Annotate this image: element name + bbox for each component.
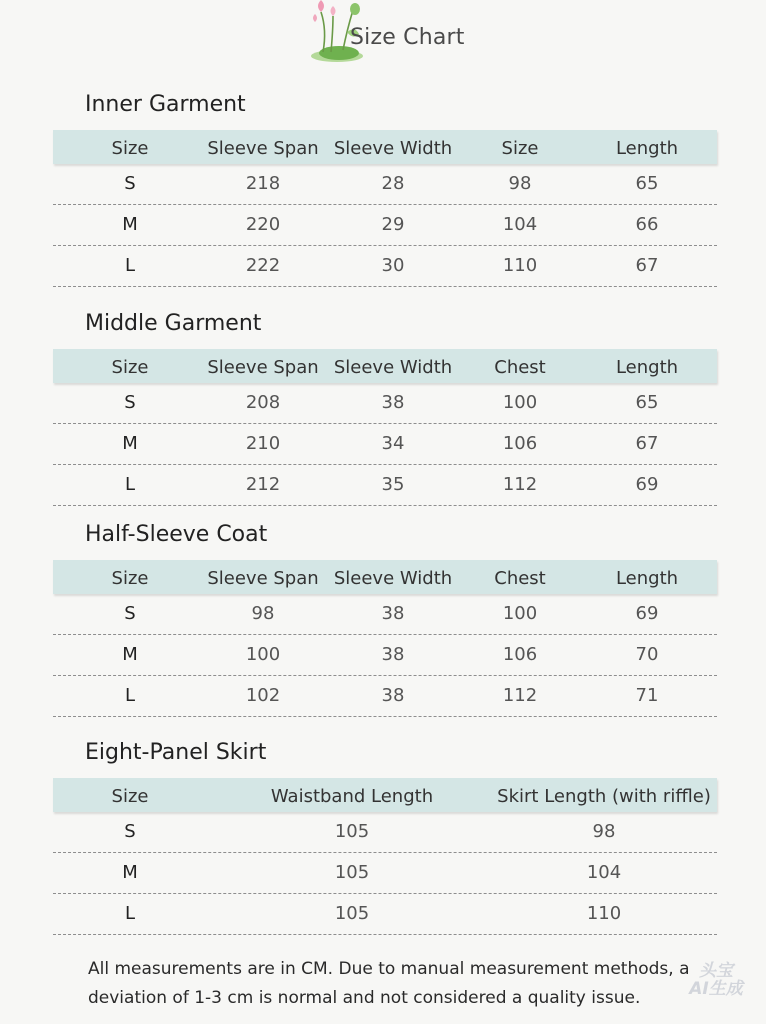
column-header: Size (501, 138, 539, 159)
measurement-cell: 67 (635, 255, 659, 276)
measurement-cell: 102 (245, 685, 281, 706)
watermark-line-1: 头宝 (699, 961, 733, 981)
column-header: Sleeve Span (207, 568, 319, 589)
measurement-cell: 112 (502, 685, 538, 706)
size-cell: S (124, 392, 136, 413)
table-row (53, 594, 717, 635)
column-header: Sleeve Span (207, 357, 319, 378)
column-header: Size (111, 138, 149, 159)
measurement-cell: 98 (592, 821, 616, 842)
measurement-cell: 100 (502, 603, 538, 624)
measurement-cell: 222 (245, 255, 281, 276)
column-header: Sleeve Span (207, 138, 319, 159)
column-header: Length (615, 568, 679, 589)
size-cell: M (122, 862, 138, 883)
table-row (53, 246, 717, 287)
column-header: Size (111, 568, 149, 589)
measurement-cell: 220 (245, 214, 281, 235)
size-cell: M (122, 433, 138, 454)
size-cell: L (124, 474, 136, 495)
size-cell: S (124, 821, 136, 842)
section-title: Inner Garment (85, 92, 246, 117)
measurement-cell: 98 (508, 173, 532, 194)
size-cell: L (124, 685, 136, 706)
measurement-cell: 210 (245, 433, 281, 454)
measurement-cell: 69 (635, 603, 659, 624)
column-header: Sleeve Width (333, 138, 453, 159)
measurement-cell: 110 (502, 255, 538, 276)
measurement-cell: 104 (586, 862, 622, 883)
size-cell: S (124, 173, 136, 194)
measurement-cell: 208 (245, 392, 281, 413)
size-cell: M (122, 644, 138, 665)
measurement-cell: 218 (245, 173, 281, 194)
measurement-cell: 105 (334, 821, 370, 842)
column-header: Sleeve Width (333, 568, 453, 589)
table-row (53, 635, 717, 676)
measurement-cell: 110 (586, 903, 622, 924)
column-header: Chest (494, 357, 546, 378)
table-row (53, 812, 717, 853)
size-table (53, 349, 717, 506)
column-header: Skirt Length (with riffle) (497, 786, 711, 807)
measurement-cell: 100 (245, 644, 281, 665)
table-row (53, 383, 717, 424)
table-header-row (53, 349, 717, 383)
watermark-line-2: AI生成 (689, 979, 743, 999)
measurement-cell: 38 (381, 392, 405, 413)
table-row (53, 205, 717, 246)
size-cell: L (124, 255, 136, 276)
measurement-cell: 38 (381, 685, 405, 706)
measurement-note: All measurements are in CM. Due to manual measurement methods, a deviation of 1-3 cm is normal and not considered a quality issue. (88, 959, 690, 1008)
measurement-cell: 69 (635, 474, 659, 495)
table-row (53, 465, 717, 506)
measurement-cell: 100 (502, 392, 538, 413)
table-row (53, 853, 717, 894)
measurement-cell: 38 (381, 603, 405, 624)
header (0, 0, 766, 70)
measurement-cell: 71 (635, 685, 659, 706)
section-title: Half-Sleeve Coat (85, 522, 268, 547)
table-row (53, 164, 717, 205)
column-header: Sleeve Width (333, 357, 453, 378)
page-title: Size Chart (350, 25, 465, 50)
ai-watermark (684, 962, 748, 1002)
measurement-cell: 29 (381, 214, 405, 235)
size-table (53, 560, 717, 717)
measurement-cell: 105 (334, 903, 370, 924)
measurement-cell: 65 (635, 392, 659, 413)
measurement-cell: 38 (381, 644, 405, 665)
section-title: Middle Garment (85, 311, 262, 336)
measurement-cell: 34 (381, 433, 405, 454)
column-header: Size (111, 786, 149, 807)
measurement-cell: 212 (245, 474, 281, 495)
column-header: Size (111, 357, 149, 378)
column-header: Chest (494, 568, 546, 589)
measurement-cell: 98 (251, 603, 275, 624)
measurement-cell: 65 (635, 173, 659, 194)
table-row (53, 676, 717, 717)
column-header: Waistband Length (270, 786, 434, 807)
measurement-cell: 106 (502, 644, 538, 665)
measurement-cell: 105 (334, 862, 370, 883)
measurement-cell: 28 (381, 173, 405, 194)
column-header: Length (615, 357, 679, 378)
measurement-cell: 67 (635, 433, 659, 454)
measurement-cell: 66 (635, 214, 659, 235)
table-row (53, 894, 717, 935)
table-header-row (53, 130, 717, 164)
column-header: Length (615, 138, 679, 159)
size-table (53, 778, 717, 935)
section-title: Eight-Panel Skirt (85, 740, 267, 765)
measurement-cell: 30 (381, 255, 405, 276)
table-header-row (53, 778, 717, 812)
measurement-cell: 104 (502, 214, 538, 235)
measurement-cell: 35 (381, 474, 405, 495)
table-header-row (53, 560, 717, 594)
size-cell: L (124, 903, 136, 924)
measurement-cell: 70 (635, 644, 659, 665)
measurement-cell: 112 (502, 474, 538, 495)
size-cell: S (124, 603, 136, 624)
table-row (53, 424, 717, 465)
size-table (53, 130, 717, 287)
size-cell: M (122, 214, 138, 235)
measurement-cell: 106 (502, 433, 538, 454)
